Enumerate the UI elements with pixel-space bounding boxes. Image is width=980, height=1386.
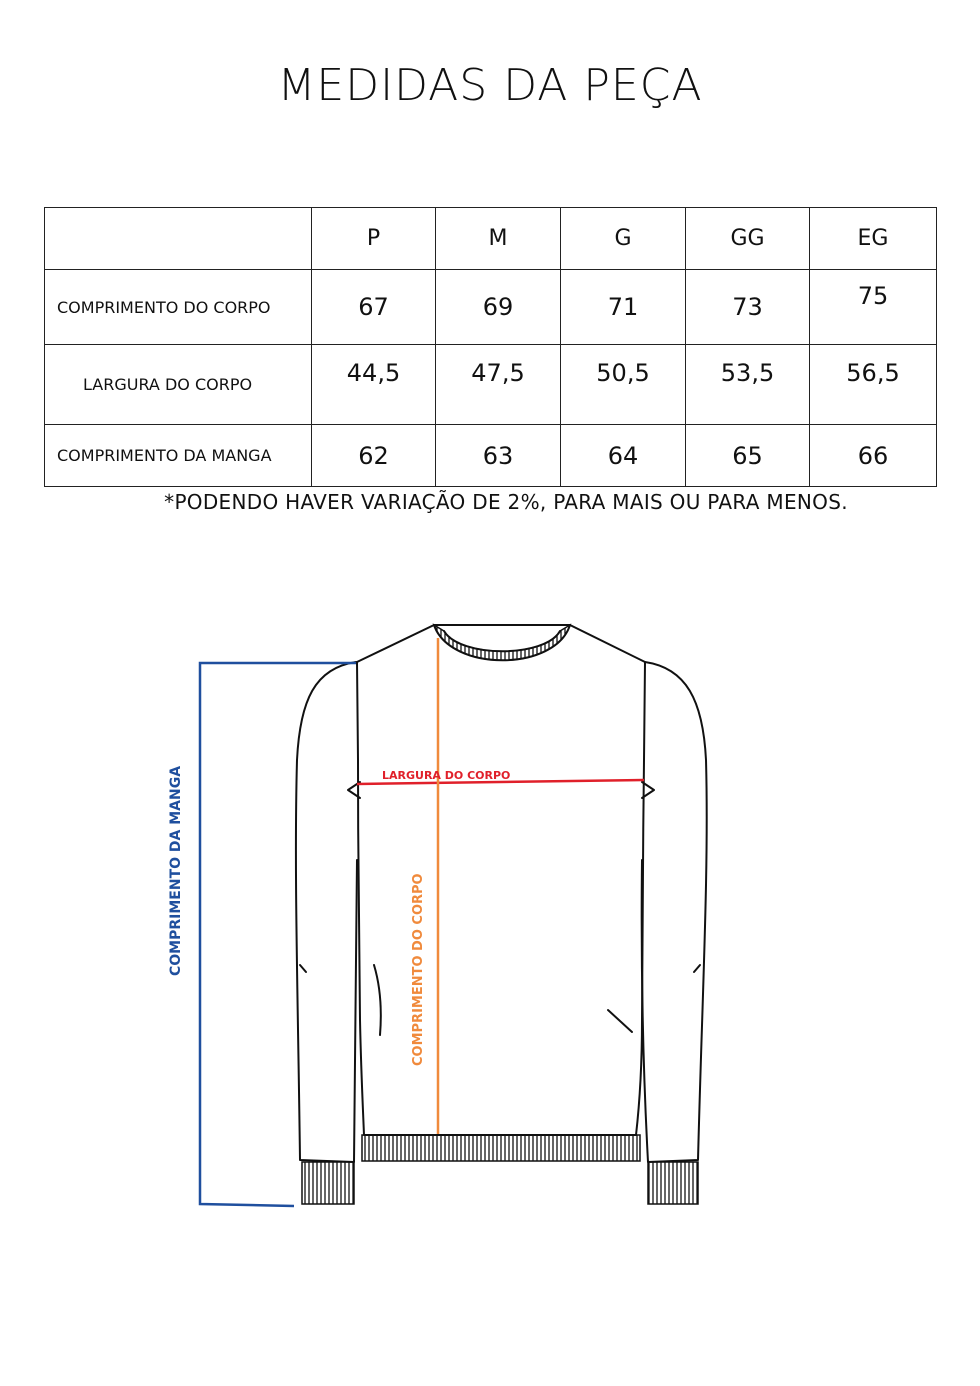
table-cell: 63 — [436, 425, 561, 487]
table-cell: 44,5 — [312, 345, 436, 425]
table-cell: 65 — [686, 425, 810, 487]
variation-note: *PODENDO HAVER VARIAÇÃO DE 2%, PARA MAIS OU PARA MENOS. — [164, 490, 848, 514]
table-cell: 47,5 — [436, 345, 561, 425]
row-label: COMPRIMENTO DA MANGA — [45, 425, 312, 487]
table-cell: 50,5 — [561, 345, 686, 425]
right-sleeve — [642, 662, 707, 1162]
table-cell: 75 — [810, 270, 937, 345]
sweater-outline — [296, 625, 707, 1162]
table-cell: 64 — [561, 425, 686, 487]
table-cell: 71 — [561, 270, 686, 345]
row-label: LARGURA DO CORPO — [45, 345, 312, 425]
header-cell-m: M — [436, 208, 561, 270]
table-cell: 56,5 — [810, 345, 937, 425]
table-cell: 66 — [810, 425, 937, 487]
header-cell-g: G — [561, 208, 686, 270]
header-cell-p: P — [312, 208, 436, 270]
neck-rib — [434, 625, 570, 660]
right-cuff — [648, 1162, 698, 1204]
length-label: COMPRIMENTO DO CORPO — [411, 873, 426, 1066]
header-cell-gg: GG — [686, 208, 810, 270]
table-cell: 67 — [312, 270, 436, 345]
width-label: LARGURA DO CORPO — [382, 769, 511, 782]
left-cuff — [302, 1162, 354, 1204]
table-cell: 69 — [436, 270, 561, 345]
header-cell-eg: EG — [810, 208, 937, 270]
table-cell: 62 — [312, 425, 436, 487]
row-label: COMPRIMENTO DO CORPO — [45, 270, 312, 345]
table-cell: 53,5 — [686, 345, 810, 425]
left-sleeve — [296, 662, 357, 1162]
table-cell: 73 — [686, 270, 810, 345]
body — [357, 625, 645, 1135]
hem-rib — [362, 1135, 640, 1161]
sleeve-measure-line — [200, 663, 356, 1206]
sleeve-label: COMPRIMENTO DA MANGA — [168, 765, 184, 976]
page-title: MEDIDAS DA PEÇA — [277, 60, 703, 111]
